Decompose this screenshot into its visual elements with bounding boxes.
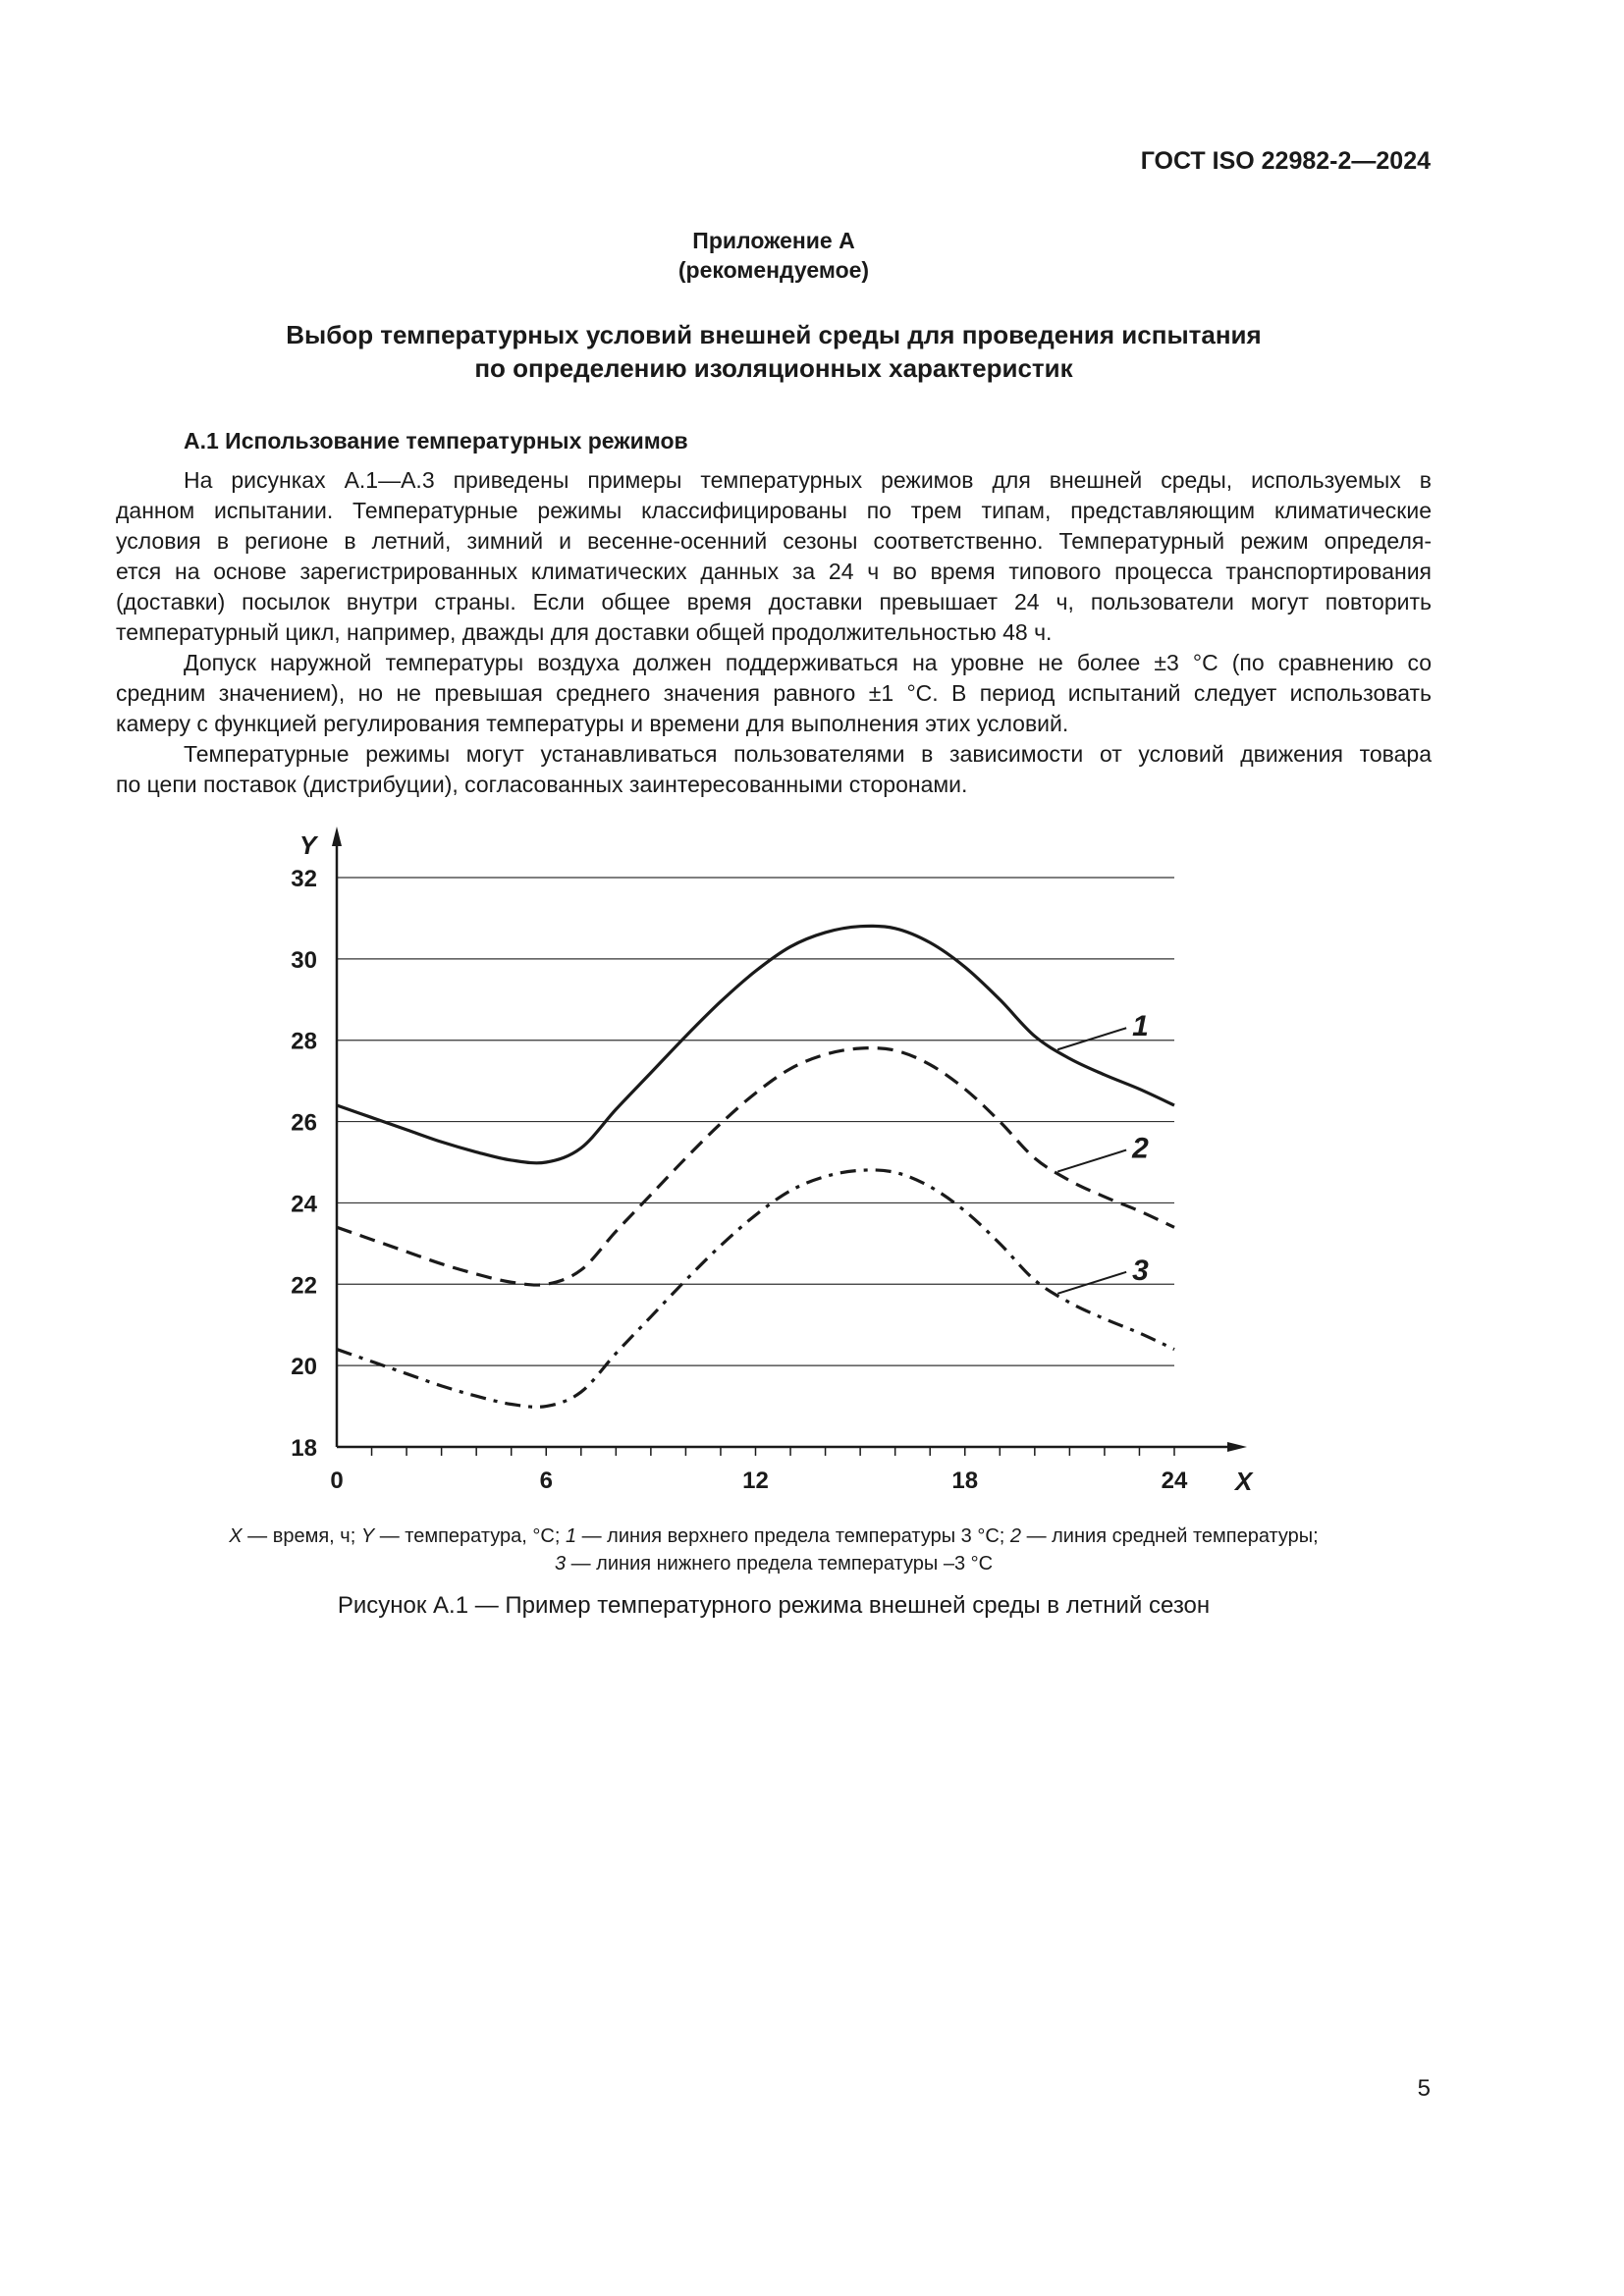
figure-legend	[116, 1522, 1432, 1577]
paragraph-line: средним значением), но не превышая среднего значения равного ±1 °С. В период испытаний следует использовать	[116, 680, 1432, 706]
x-tick-label: 12	[742, 1468, 769, 1494]
legend-series-1-text: — линия верхнего предела температуры 3 °С;	[576, 1525, 1010, 1547]
series-1-line	[337, 926, 1174, 1162]
legend-series-2-symbol: 2	[1009, 1525, 1022, 1547]
paragraph-line: (доставки) посылок внутри страны. Если общее время доставки превышает 24 ч, пользователи могут повторить	[116, 589, 1432, 614]
y-tick-label: 24	[291, 1191, 317, 1218]
y-tick-label: 20	[291, 1354, 317, 1381]
paragraph-line: ется на основе зарегистрированных климатических данных за 24 ч во время типового процесса транспортирования	[116, 559, 1432, 584]
x-tick-label: 24	[1161, 1468, 1188, 1494]
legend-x-symbol: X	[229, 1525, 243, 1547]
paragraph-line: условия в регионе в летний, зимний и весенне-осенний сезоны соответственно. Температурный режим определя-	[116, 528, 1432, 554]
legend-series-1-symbol: 1	[565, 1525, 577, 1547]
document-code: ГОСТ ISO 22982-2—2024	[1140, 147, 1431, 175]
annex-title: Приложение А	[692, 228, 855, 253]
series-3-leader	[1057, 1272, 1126, 1294]
y-tick-label: 32	[291, 866, 317, 892]
page-number: 5	[1417, 2075, 1431, 2102]
series-2-callout: 2	[1132, 1132, 1149, 1165]
x-axis-arrow	[1227, 1442, 1247, 1452]
paragraph-line: Допуск наружной температуры воздуха должен поддерживаться на уровне не более ±3 °С (по сравнению со	[184, 650, 1432, 675]
y-tick-label: 18	[291, 1435, 317, 1462]
legend-y-text: — температура, °С;	[374, 1525, 566, 1547]
paragraph-line: температурный цикл, например, дважды для доставки общей продолжительностью 48 ч.	[116, 619, 1053, 645]
y-tick-label: 26	[291, 1109, 317, 1137]
legend-series-3-symbol: 3	[554, 1553, 567, 1575]
legend-series-2-text: — линия средней температуры;	[1021, 1525, 1319, 1547]
x-axis-label: X	[1235, 1467, 1253, 1496]
series-2-line	[337, 1048, 1174, 1285]
legend-y-symbol: Y	[360, 1525, 375, 1547]
legend-line-1	[116, 1522, 1432, 1550]
x-tick-label: 0	[330, 1468, 344, 1494]
y-axis-label: Y	[299, 830, 317, 860]
annex-subtitle: (рекомендуемое)	[677, 257, 870, 283]
paragraph-line: Температурные режимы могут устанавливаться пользователями в зависимости от условий движения товара	[184, 741, 1432, 767]
series-1-callout: 1	[1132, 1010, 1149, 1043]
main-title-line-1: Выбор температурных условий внешней среды для проведения испытания	[286, 320, 1262, 349]
y-tick-label: 30	[291, 946, 317, 974]
series-2-leader	[1057, 1150, 1126, 1172]
series-3-line	[337, 1170, 1174, 1407]
legend-series-3-text: — линия нижнего предела температуры –3 °С	[566, 1553, 994, 1575]
paragraph-line: данном испытании. Температурные режимы классифицированы по трем типам, представляющим климатические	[116, 498, 1432, 523]
paragraph-line: камеру с функцией регулирования температуры и времени для выполнения этих условий.	[116, 711, 1069, 736]
legend-x-text: — время, ч;	[242, 1525, 361, 1547]
y-tick-label: 28	[291, 1028, 317, 1055]
series-1-leader	[1057, 1028, 1126, 1049]
paragraph-line: по цепи поставок (дистрибуции), согласованных заинтересованными сторонами.	[116, 772, 968, 797]
legend-line-2	[116, 1550, 1432, 1577]
x-tick-label: 6	[539, 1468, 553, 1494]
section-heading: А.1 Использование температурных режимов	[184, 428, 688, 454]
main-title-line-2: по определению изоляционных характеристик	[474, 353, 1073, 383]
figure-caption: Рисунок А.1 — Пример температурного режима внешней среды в летний сезон	[337, 1592, 1211, 1619]
y-tick-label: 22	[291, 1272, 317, 1300]
y-axis-arrow	[332, 827, 342, 846]
series-3-callout: 3	[1132, 1254, 1149, 1287]
x-tick-label: 18	[951, 1468, 979, 1494]
paragraph-line: На рисунках А.1—А.3 приведены примеры температурных режимов для внешней среды, используемых в	[184, 467, 1432, 493]
